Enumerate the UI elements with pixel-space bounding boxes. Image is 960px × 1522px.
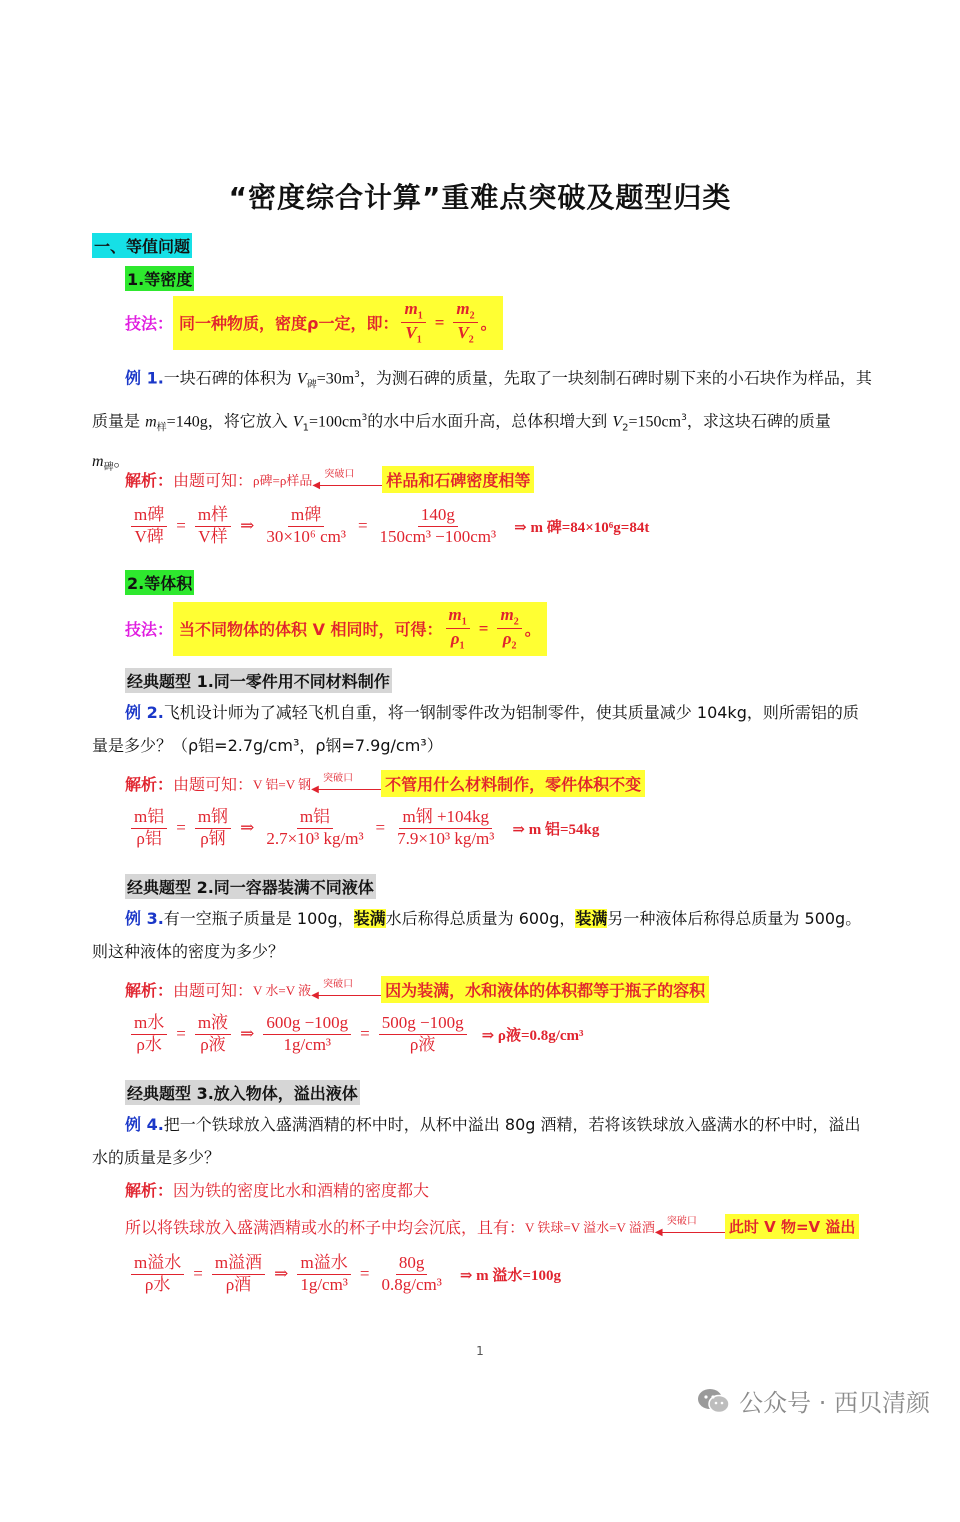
tip-box: 同一种物质，密度ρ一定，即： $\frac{m_1}{V_1}$ = $\frac{m_2}{V_2}$ 。 <box>173 296 503 350</box>
type-heading-1: 经典题型 1.同一零件用不同材料制作 <box>125 668 392 693</box>
equation-3: $\frac{\text{m水}}{\text{ρ水}}$ = $\frac{\text{m液}}{\text{ρ液}}$ ⇒ $\frac{600g -100g}{\text{1g/cm³}}$ = $\frac{500g -100g}{\text{ρ液}}$ ⇒ ρ液=0.8g/cm³ <box>128 1014 584 1054</box>
tip-1 <box>125 296 503 350</box>
page-title: “密度综合计算”重难点突破及题型归类 <box>228 181 732 214</box>
analysis-2: 解析： 由题可知： V 铝=V 钢 突破口 ◀ 不管用什么材料制作，零件体积不变 <box>125 770 645 797</box>
example-4: 例 4.把一个铁球放入盛满酒精的杯中时，从杯中溢出 80g 酒精，若将该铁球放入盛满水的杯中时，溢出水的质量是多少？ <box>92 1115 861 1167</box>
tip-label: 技法： <box>125 314 174 334</box>
analysis-1: 解析： 由题可知： ρ碑=ρ样品 突破口 ◀ 样品和石碑密度相等 <box>125 466 534 493</box>
analysis-4-line1: 解析：因为铁的密度比水和酒精的密度都大 <box>125 1181 430 1200</box>
watermark <box>697 1383 930 1418</box>
page-number: 1 <box>476 1344 484 1358</box>
example-1: 例 1.一块石碑的体积为 $V_碑=30m^3$，为测石碑的质量，先取了一块刻制石碑时剔下来的小石块作为样品，其质量是 $m_样=140g$，将它放入 $V_1=100cm^3$的水中后水面升高，总体积增大到 $V_2=150cm^3$，求这块石碑的质量 $m_碑$。 <box>92 368 872 474</box>
example-2: 例 2.飞机设计师为了减轻飞机自重，将一钢制零件改为铝制零件，使其质量减少 104kg，则所需铝的质量是多少？（ρ铝=2.7g/cm³，ρ钢=7.9g/cm³） <box>92 703 859 755</box>
analysis-note: 样品和石碑密度相等 <box>382 466 534 493</box>
subheading-equal-volume: 2.等体积 <box>125 570 194 595</box>
analysis-4-line2: 所以将铁球放入盛满酒精或水的杯子中均会沉底，且有： V 铁球=V 溢水=V 溢酒 突破口 ◀ 此时 V 物=V 溢出 <box>125 1214 859 1239</box>
equation-2: $\frac{\text{m铝}}{\text{ρ铝}}$ = $\frac{\text{m钢}}{\text{ρ钢}}$ ⇒ $\frac{\text{m铝}}{\text{2.7×10³ kg/m³}}$ = $\frac{\text{m钢 +104kg}}{\text{7.9×10³ kg/m³}}$ ⇒ m 铝=54kg <box>128 808 599 848</box>
section-heading: 一、等值问题 <box>92 233 192 258</box>
tip-text: 同一种物质，密度ρ一定，即： <box>179 314 399 334</box>
tip-2: 技法： 当不同物体的体积 V 相同时，可得： $\frac{m_1}{\rho_1}$ = $\frac{m_2}{\rho_2}$ 。 <box>125 602 547 656</box>
watermark-text: 公众号 · 西贝清颜 <box>739 1389 930 1417</box>
subheading-equal-density: 1.等密度 <box>125 266 194 291</box>
type-heading-2: 经典题型 2.同一容器装满不同液体 <box>125 874 376 899</box>
example-3: 例 3.有一空瓶子质量是 100g，装满水后称得总质量为 600g，装满另一种液体后称得总质量为 500g。则这种液体的密度为多少？ <box>92 909 862 961</box>
wechat-icon <box>697 1387 731 1415</box>
equation-4: $\frac{\text{m溢水}}{\text{ρ水}}$ = $\frac{\text{m溢酒}}{\text{ρ酒}}$ ⇒ $\frac{\text{m溢水}}{\text{1g/cm³}}$ = $\frac{80g}{\text{0.8g/cm³}}$ ⇒ m 溢水=100g <box>128 1254 561 1294</box>
tip-box-2: 当不同物体的体积 V 相同时，可得： $\frac{m_1}{\rho_1}$ = $\frac{m_2}{\rho_2}$ 。 <box>173 602 547 656</box>
type-heading-3: 经典题型 3.放入物体，溢出液体 <box>125 1080 360 1105</box>
equation-1: $\frac{\text{m碑}}{\text{V碑}}$ = $\frac{\text{m样}}{\text{V样}}$ ⇒ $\frac{\text{m碑}}{\text{30×10⁶ cm³}}$ = $\frac{140g}{\text{150cm³ −100cm³}}$ ⇒ m 碑=84×10⁶g=84t <box>128 506 649 546</box>
analysis-3: 解析： 由题可知： V 水=V 液 突破口 ◀ 因为装满，水和液体的体积都等于瓶子的容积 <box>125 976 709 1003</box>
